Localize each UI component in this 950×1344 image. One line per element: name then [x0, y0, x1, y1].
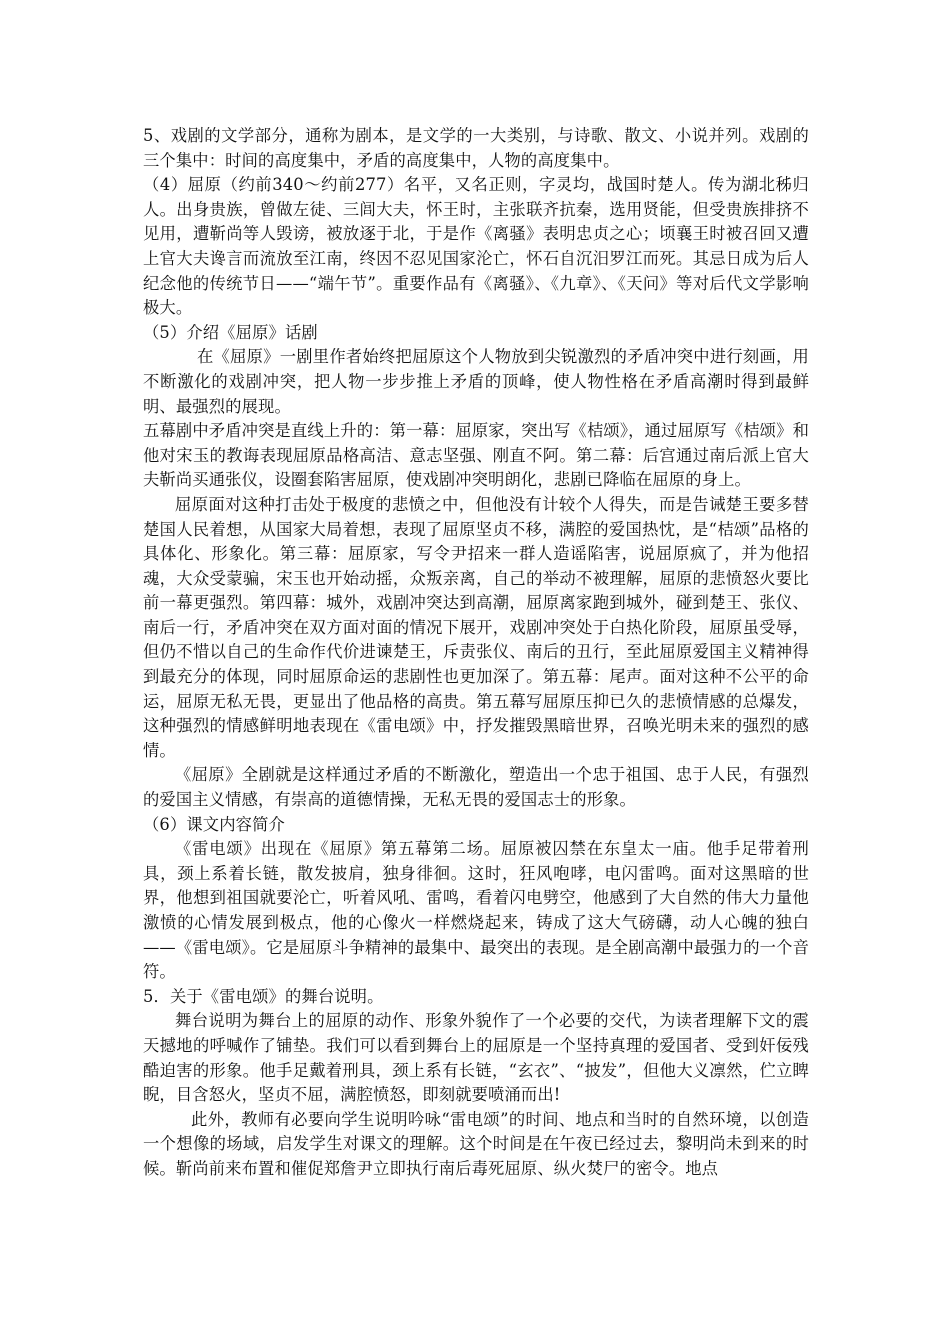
document-body	[143, 124, 809, 1182]
paragraph-play-overview: 在《屈原》一剧里作者始终把屈原这个人物放到尖锐激烈的矛盾冲突中进行刻画，用不断激化的戏剧冲突，把人物一步步推上矛盾的顶峰，使人物性格在矛盾高潮时得到最鲜明、最强烈的展现。	[143, 347, 809, 416]
paragraph-acts-three-five: 屈原面对这种打击处于极度的悲愤之中，但他没有计较个人得失，而是告诫楚王要多替楚国人民着想，从国家大局着想，表现了屈原坚贞不移，满腔的爱国热忱，是“桔颂”品格的具体化、形象化。第三幕：屈原家，写令尹招来一群人造谣陷害，说屈原疯了，并为他招魂，大众受蒙骗，宋玉也开始动摇，众叛亲离，自己的举动不被理解，屈原的悲愤怒火要比前一幕更强烈。第四幕：城外，戏剧冲突达到高潮，屈原离家跑到城外，碰到楚王、张仪、南后一行，矛盾冲突在双方面对面的情况下展开，戏剧冲突处于白热化阶段，屈原虽受辱，但仍不惜以自己的生命作代价进谏楚王，斥责张仪、南后的丑行，至此屈原爱国主义精神得到最充分的体现，同时屈原命运的悲剧性也更加深了。第五幕：尾声。面对这种不公平的命运，屈原无私无畏，更显出了他品格的高贵。第五幕写屈原压抑已久的悲愤情感的总爆发，这种强烈的情感鲜明地表现在《雷电颂》中，抒发摧毁黑暗世界，召唤光明未来的强烈的感情。	[143, 494, 809, 760]
paragraph-acts-one-two: 五幕剧中矛盾冲突是直线上升的：第一幕：屈原家，突出写《桔颂》，通过屈原写《桔颂》和他对宋玉的教诲表现屈原品格高洁、意志坚强、刚直不阿。第二幕：后宫通过南后派上官大夫靳尚买通张仪，设圈套陷害屈原，使戏剧冲突明朗化，悲剧已降临在屈原的身上。	[143, 421, 809, 490]
heading-stage-directions: 5．关于《雷电颂》的舞台说明。	[143, 986, 384, 1006]
heading-text-summary: （6）课文内容简介	[143, 814, 285, 834]
paragraph-thunder-ode-summary: 《雷电颂》出现在《屈原》第五幕第二场。屈原被囚禁在东皇太一庙。他手足带着刑具，颈上系着长链，散发披肩，独身徘徊。这时，狂风咆哮，电闪雷鸣。面对这黑暗的世界，他想到祖国就要沦亡，听着风吼、雷鸣，看着闪电劈空，他感到了大自然的伟大力量他激愤的心情发展到极点，他的心像火一样燃烧起来，铸成了这大气磅礴，动人心魄的独白——《雷电颂》。它是屈原斗争精神的最集中、最突出的表现。是全剧高潮中最强力的一个音符。	[143, 839, 809, 982]
heading-play-introduction: （5）介绍《屈原》话剧	[143, 322, 318, 342]
paragraph-play-summary: 《屈原》全剧就是这样通过矛盾的不断激化，塑造出一个忠于祖国、忠于人民，有强烈的爱国主义情感，有崇高的道德情操，无私无畏的爱国志士的形象。	[143, 765, 809, 810]
paragraph-drama-definition: 5、戏剧的文学部分，通称为剧本，是文学的一大类别，与诗歌、散文、小说并列。戏剧的三个集中：时间的高度集中，矛盾的高度集中，人物的高度集中。	[143, 126, 809, 170]
paragraph-quyuan-biography: （4）屈原（约前340～约前277）名平，又名正则，字灵均，战国时楚人。传为湖北秭归人。出身贵族，曾做左徒、三闾大夫，怀王时，主张联齐抗秦，选用贤能，但受贵族排挤不见用，遭靳尚等人毁谤，被放逐于北，于是作《离骚》表明忠贞之心；顷襄王时被召回又遭上官大夫谗言而流放至江南，终因不忍见国家沦亡，怀石自沉汨罗江而死。其忌日成为后人纪念他的传统节日——“端午节”。重要作品有《离骚》、《九章》、《天问》等对后代文学影响极大。	[143, 175, 809, 318]
paragraph-time-and-place: 此外，教师有必要向学生说明吟咏“雷电颂”的时间、地点和当时的自然环境，以创造一个想像的场域，启发学生对课文的理解。这个时间是在午夜已经过去，黎明尚未到来的时候。靳尚前来布置和催促郑詹尹立即执行南后毒死屈原、纵火焚尸的密令。地点	[143, 1109, 809, 1178]
paragraph-stage-directions: 舞台说明为舞台上的屈原的动作、形象外貌作了一个必要的交代，为读者理解下文的震天撼地的呼喊作了铺垫。我们可以看到舞台上的屈原是一个坚持真理的爱国者、受到奸佞残酷迫害的形象。他手足戴着刑具，颈上系有长链，“玄衣”、“披发”，但他大义凛然，伫立睥睨，目含怒火，坚贞不屈，满腔愤怒，即刻就要喷涌而出!	[143, 1011, 809, 1105]
